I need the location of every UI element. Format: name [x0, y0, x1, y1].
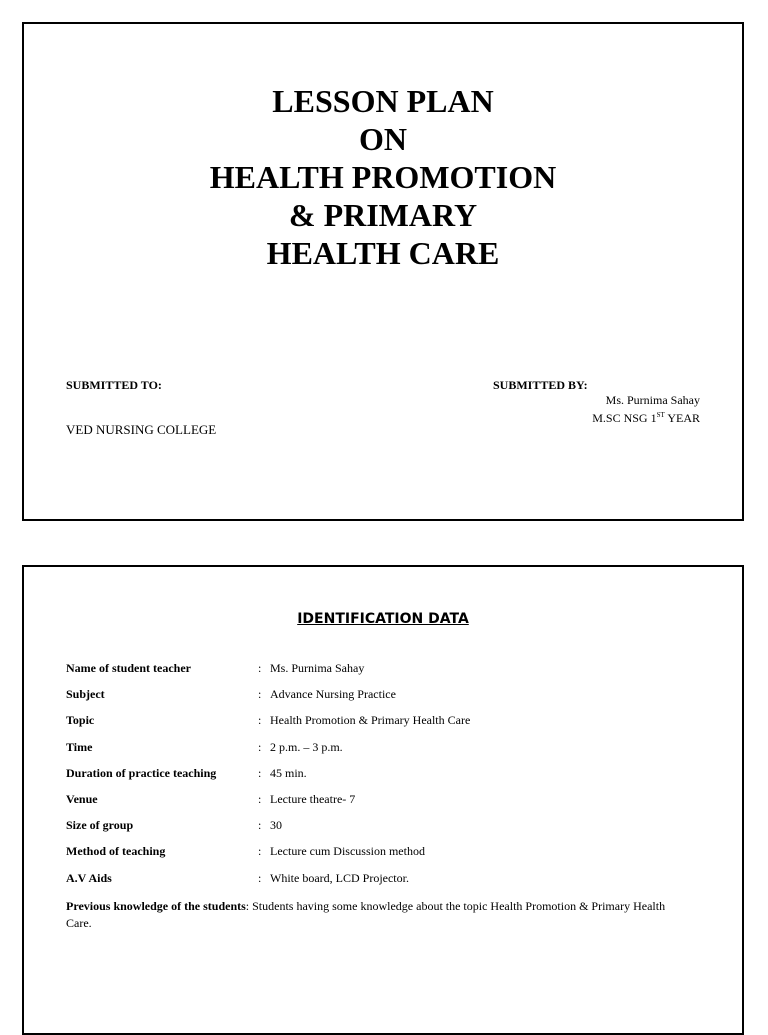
row-label: Duration of practice teaching: [66, 765, 217, 780]
identification-row: [66, 871, 686, 897]
row-label: Topic: [66, 713, 95, 728]
identification-table: [66, 661, 686, 897]
row-value: Lecture theatre- 7: [270, 791, 356, 806]
identification-row: [66, 818, 686, 844]
row-colon: :: [258, 739, 262, 754]
submitted-to-value: VED NURSING COLLEGE: [66, 422, 217, 437]
title-line: ON: [359, 121, 407, 157]
previous-knowledge: [66, 898, 691, 932]
row-colon: :: [258, 713, 262, 728]
identification-page: [22, 565, 744, 1035]
row-value: 2 p.m. – 3 p.m.: [270, 739, 343, 754]
row-value: Ms. Purnima Sahay: [270, 661, 365, 675]
identification-row: [66, 792, 686, 818]
title-line: HEALTH CARE: [266, 235, 500, 271]
row-value: Advance Nursing Practice: [270, 687, 396, 702]
submitted-to-label: SUBMITTED TO:: [66, 378, 162, 392]
identification-row: [66, 661, 686, 687]
row-label: Time: [66, 739, 93, 754]
identification-row: [66, 713, 686, 739]
row-value: 45 min.: [270, 765, 307, 780]
submitted-by-name: Ms. Purnima Sahay: [605, 393, 700, 407]
row-label: Subject: [66, 687, 105, 702]
row-value: White board, LCD Projector.: [270, 870, 409, 885]
identification-row: [66, 844, 686, 870]
year-suffix: YEAR: [664, 411, 700, 425]
title-line: HEALTH PROMOTION: [209, 159, 557, 195]
row-colon: :: [258, 870, 262, 885]
year-superscript: ST: [656, 411, 665, 419]
submitted-by-year: [460, 408, 700, 426]
submitted-by-block: [460, 378, 700, 426]
row-colon: :: [258, 844, 262, 859]
identification-row: [66, 687, 686, 713]
year-prefix: M.SC NSG 1: [592, 411, 657, 425]
row-label: Method of teaching: [66, 844, 166, 859]
row-colon: :: [258, 765, 262, 780]
row-value: Lecture cum Discussion method: [270, 844, 425, 859]
row-colon: :: [258, 661, 262, 675]
identification-heading: IDENTIFICATION DATA: [297, 611, 469, 627]
row-colon: :: [258, 687, 262, 702]
row-label: Name of student teacher: [66, 661, 191, 675]
row-label: A.V Aids: [66, 870, 112, 885]
identification-row: [66, 766, 686, 792]
previous-knowledge-value: : Students having some knowledge about the topic Health Promotion & Primary Health Care.: [66, 899, 666, 930]
row-colon: :: [258, 791, 262, 806]
cover-page: [22, 22, 744, 521]
submitted-by-label: SUBMITTED BY:: [493, 378, 588, 392]
row-label: Venue: [66, 791, 98, 806]
title-line: & PRIMARY: [288, 197, 478, 233]
previous-knowledge-label: Previous knowledge of the students: [66, 899, 246, 913]
lesson-plan-title: [24, 82, 742, 272]
identification-row: [66, 740, 686, 766]
title-line: LESSON PLAN: [272, 83, 494, 119]
row-value: Health Promotion & Primary Health Care: [270, 713, 471, 728]
row-label: Size of group: [66, 818, 134, 833]
row-value: 30: [270, 818, 282, 833]
row-colon: :: [258, 818, 262, 833]
